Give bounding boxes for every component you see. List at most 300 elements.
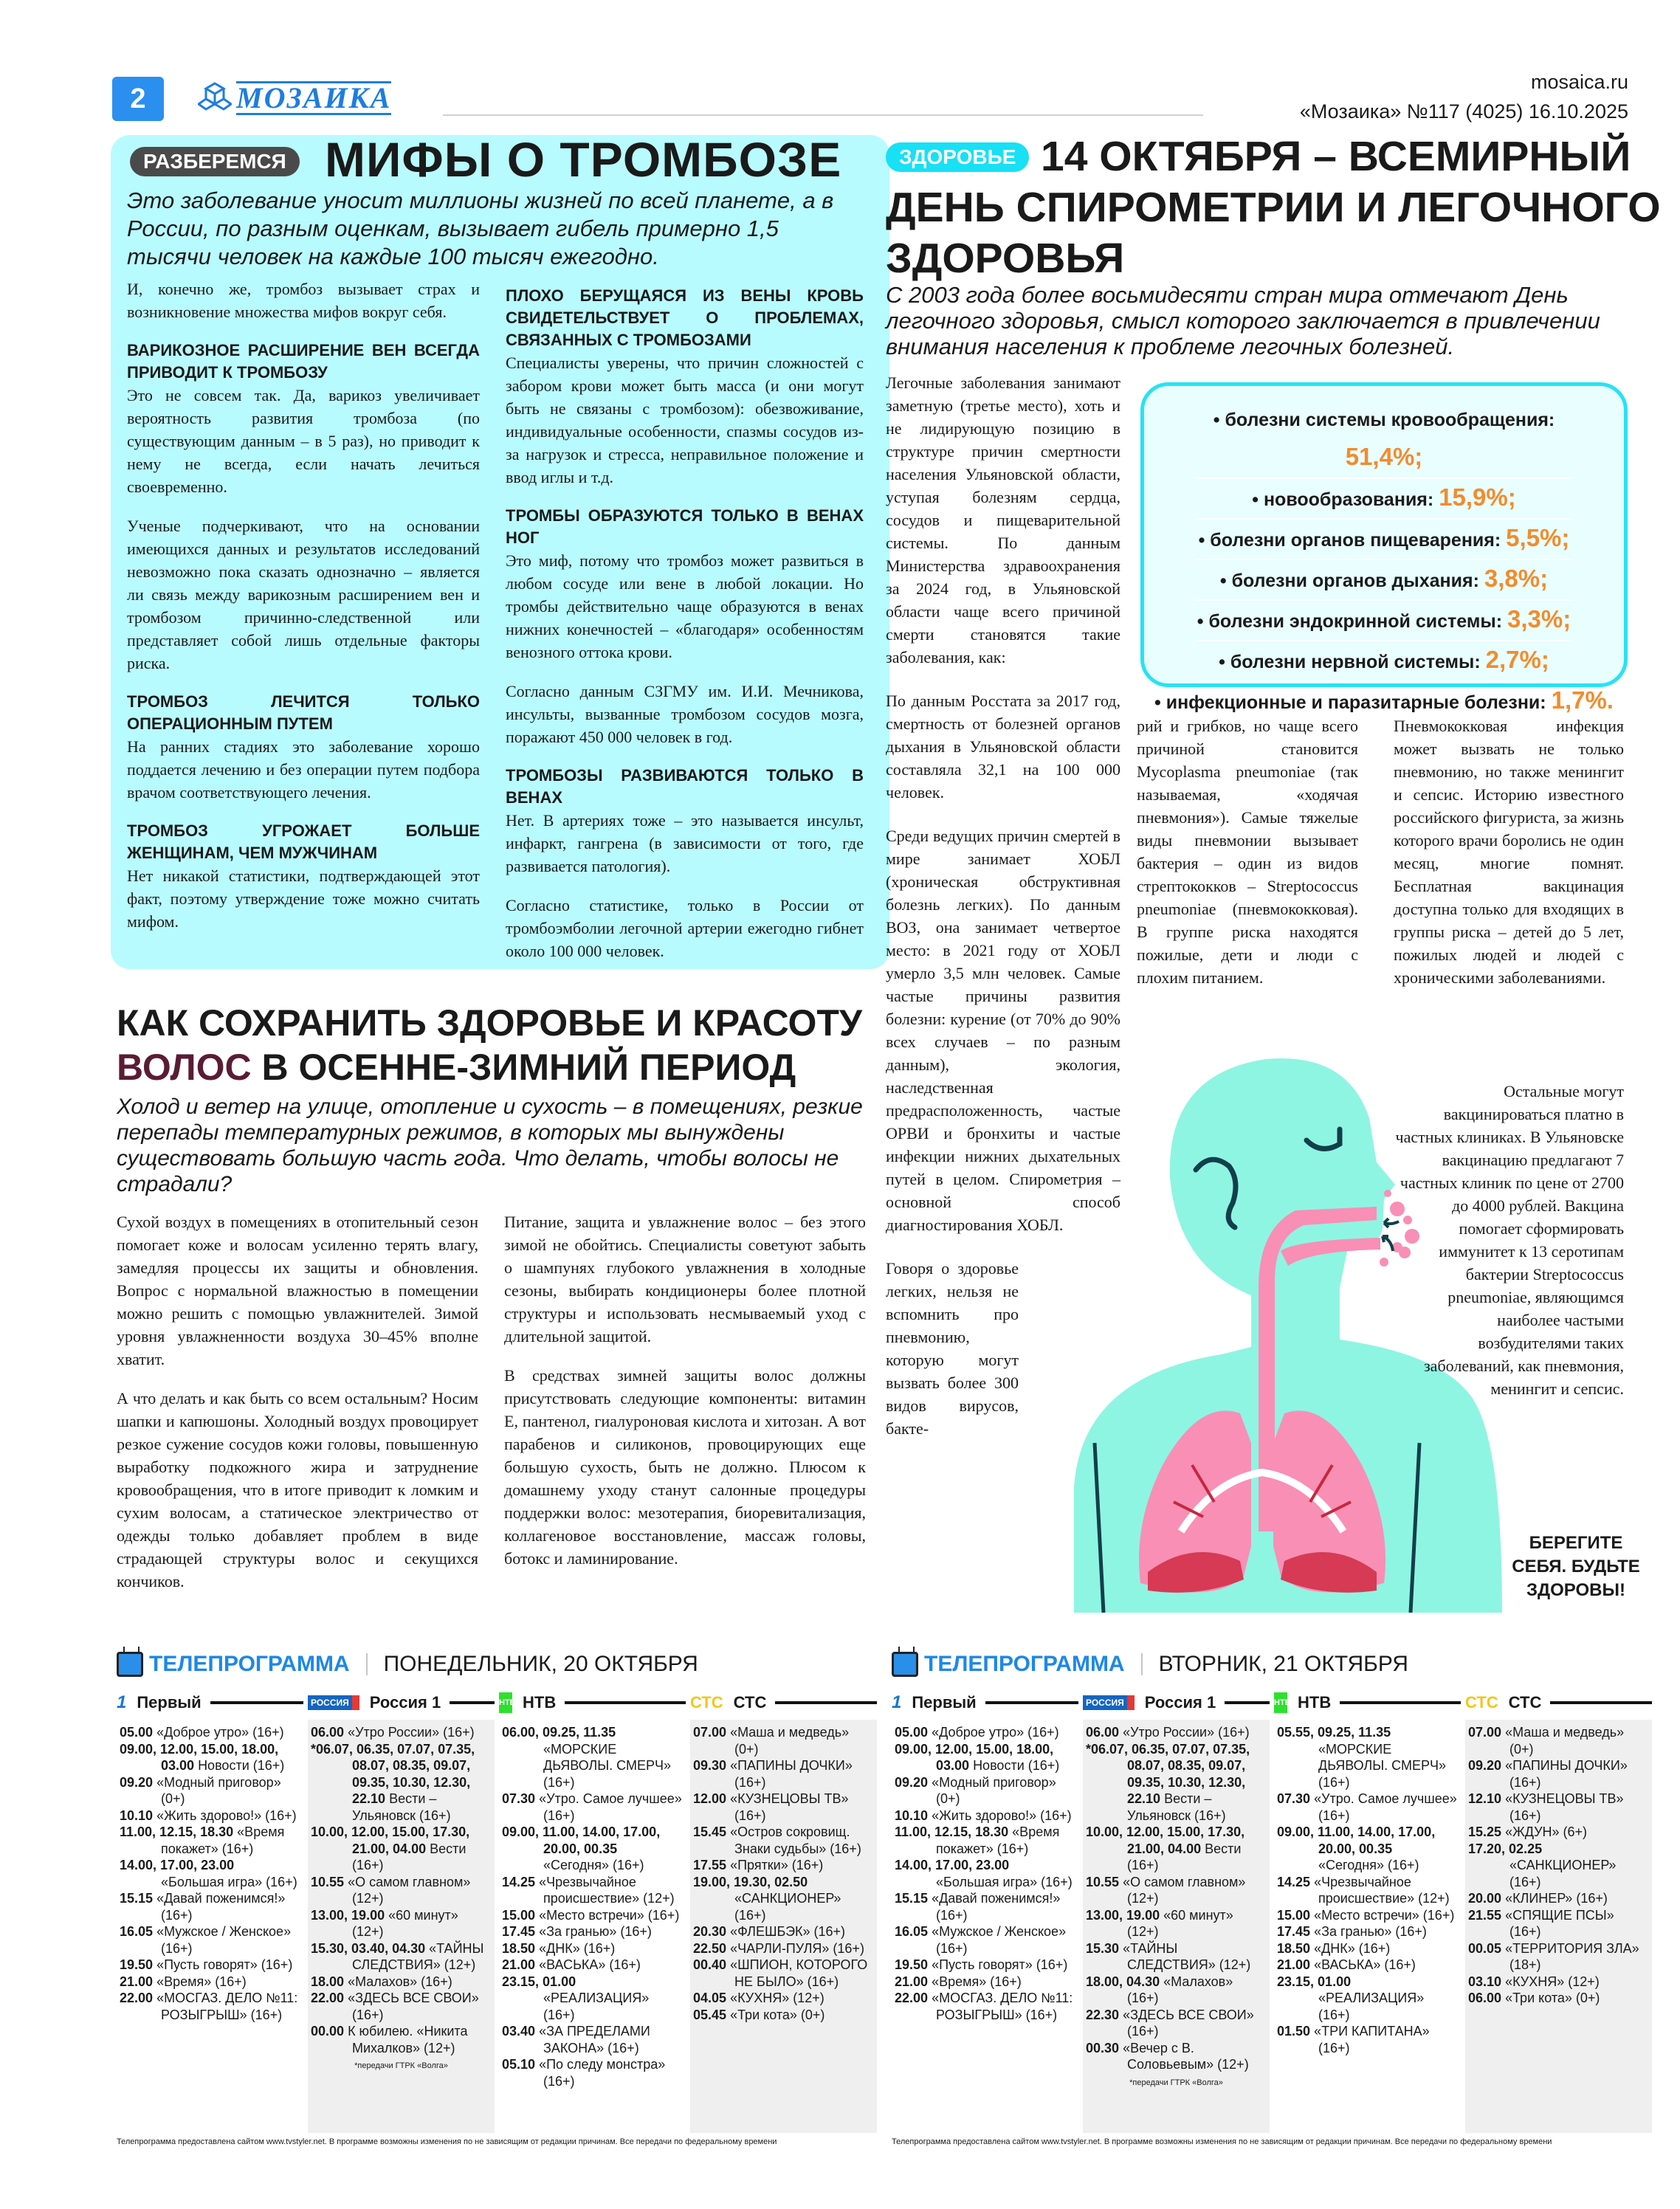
program-title: «КУЗНЕЦОВЫ ТВ» (16+)	[730, 1791, 849, 1823]
program-title: «Модный приговор» (0+)	[932, 1774, 1056, 1806]
program-item[interactable]	[311, 1874, 492, 1907]
paragraph: Нет никакой статистики, подтверждающей этот факт, поэтому утверждение тоже можно считать мифом.	[127, 866, 480, 931]
program-time: 10.00, 12.00, 15.00, 17.30, 21.00, 04.00	[1086, 1824, 1245, 1856]
program-title: «Пусть говорят» (16+)	[932, 1957, 1068, 1972]
sts-logo-icon: СТС	[690, 1693, 723, 1712]
program-time: 15.25	[1468, 1824, 1502, 1839]
stat-value: 5,5%;	[1506, 524, 1570, 551]
program-item[interactable]	[311, 1907, 492, 1940]
article-lead: Холод и ветер на улице, отопление и сухость – в помещениях, резкие перепады температурных режимов, в которых мы вынуждены существовать большую часть года. Что делать, чтобы волосы не страдали?	[117, 1095, 863, 1196]
paragraph: Остальные могут вакцинироваться платно в частных клиниках. В Ульяновске вакцинацию предлагают 7 частных клиник по цене от 2700 до 4000 рублей. Вакцина помогает сформировать иммунитет к 13 серотипам бактерии Streptococcus pneumoniae, являющимся наиболее частыми возбудителями таких заболеваний, как пневмония, менингит и сепсис.	[1395, 1082, 1624, 1398]
program-time: *06.07, 06.35, 07.07, 07.35, 08.07, 08.35, 09.07, 09.35, 10.30, 12.30, 22.10	[311, 1741, 475, 1806]
program-title: «Три кота» (0+)	[730, 2007, 825, 2022]
program-item[interactable]	[502, 2023, 683, 2056]
program-title: «КУХНЯ» (12+)	[1505, 1974, 1600, 1989]
russia1-logo-icon: РОССИЯ	[1083, 1695, 1135, 1710]
program-title: «Маша и медведь» (0+)	[1505, 1725, 1625, 1757]
program-item[interactable]	[502, 1724, 683, 1791]
program-title: «Время» (16+)	[156, 1974, 247, 1989]
article-title	[117, 1001, 892, 1089]
tv-day: ПОНЕДЕЛЬНИК, 20 ОКТЯБРЯ	[383, 1652, 698, 1676]
ntv-logo-icon: НТВ	[499, 1692, 512, 1713]
tv-channel-column	[308, 1686, 495, 2133]
program-item[interactable]	[895, 1774, 1075, 1807]
paragraph: Это миф, потому что тромбоз может развиться в любом сосуде или вене в любой локации. Но тромбы действительно чаще образуются в венах нижних конечностей – «благодаря» особенностям венозного оттока крови.	[506, 551, 864, 661]
program-title: «О самом главном» (12+)	[1123, 1874, 1246, 1906]
rule	[985, 1701, 1078, 1704]
program-time: 17.20, 02.25	[1468, 1841, 1543, 1856]
program-item[interactable]	[1277, 1874, 1458, 1907]
program-item[interactable]	[693, 1791, 874, 1824]
program-time: 13.00, 19.00	[311, 1907, 385, 1923]
tv-channel-column	[1465, 1686, 1652, 2133]
program-title: «Доброе утро» (16+)	[932, 1725, 1059, 1740]
program-time: 04.05	[693, 1991, 727, 2005]
program-item[interactable]	[1277, 1824, 1458, 1874]
program-item[interactable]	[120, 1857, 300, 1890]
logo-text: МОЗАИКА	[236, 81, 392, 114]
program-time: 00.05	[1468, 1940, 1502, 1956]
article-lead: С 2003 года более восьмидесяти стран мира отмечают День легочного здоровья, смысл которого заключается в привлечении внимания населения к проблеме легочных болезней.	[886, 282, 1600, 359]
article-lead: Это заболевание уносит миллионы жизней по всей планете, а в России, по разным оценкам, вызывает гибель примерно 1,5 тысячи человек на каждые 100 тысяч ежегодно.	[127, 187, 834, 269]
program-item[interactable]	[693, 1857, 874, 1874]
program-item[interactable]	[502, 1974, 683, 2024]
paragraph: Это не совсем так. Да, варикоз увеличивает вероятность развития тромбоза (по существующим данным – в 5 раз), но приводит к нему не всегда, если начать лечиться своевременно.	[127, 386, 480, 496]
program-time: 06.00	[1086, 1725, 1120, 1740]
site-url[interactable]: mosaica.ru	[1530, 71, 1628, 93]
program-title: «ТАЙНЫ СЛЕДСТВИЯ» (12+)	[352, 1940, 484, 1972]
stat-label: • болезни нервной системы:	[1219, 652, 1481, 672]
paragraph: Ученые подчеркивают, что на основании имеющихся данных и результатов исследований невозможно пока сказать однозначно – является ли связь между варикозным расширением вен и тромбозом причинно-следственной или представляет собой лишь отдельные факторы риска.	[127, 517, 480, 672]
rubric-tag: ЗДОРОВЬЕ	[886, 142, 1029, 172]
tv-icon	[117, 1652, 143, 1677]
tv-channel-column	[690, 1686, 877, 2133]
program-item[interactable]	[693, 1923, 874, 1940]
program-title: «ЖДУН» (6+)	[1505, 1824, 1588, 1839]
program-time: 09.00, 12.00, 15.00, 18.00, 03.00	[895, 1741, 1054, 1773]
stat-label: • инфекционные и паразитарные болезни:	[1154, 692, 1546, 713]
program-time: 15.00	[1277, 1907, 1311, 1923]
closing-slogan: БЕРЕГИТЕ СЕБЯ. БУДЬТЕ ЗДОРОВЫ!	[1512, 1533, 1640, 1600]
article-title: 14 ОКТЯБРЯ – ВСЕМИРНЫЙ ДЕНЬ СПИРОМЕТРИИ И ЛЕГОЧНОГО ЗДОРОВЬЯ	[886, 133, 1661, 282]
program-title: «Мужское / Женское» (16+)	[156, 1924, 292, 1956]
program-list	[1274, 1720, 1461, 2133]
program-title: «Сегодня» (16+)	[543, 1858, 644, 1872]
issue-info: «Мозаика» №117 (4025) 16.10.2025	[1299, 100, 1628, 123]
channel-name: НТВ	[1298, 1693, 1332, 1712]
program-item[interactable]	[502, 1824, 683, 1874]
program-time: 09.00, 12.00, 15.00, 18.00, 03.00	[120, 1741, 279, 1773]
title-part: В ОСЕННЕ-ЗИМНИЙ ПЕРИОД	[251, 1047, 796, 1088]
program-item[interactable]	[311, 1990, 492, 2023]
program-time: 15.30, 03.40, 04.30	[311, 1940, 426, 1956]
program-time: 09.00, 11.00, 14.00, 17.00, 20.00, 00.35	[502, 1824, 661, 1856]
stat-row	[1196, 601, 1572, 641]
tv-icon	[892, 1652, 918, 1677]
program-item[interactable]	[1277, 2023, 1458, 2056]
program-item[interactable]	[1086, 1907, 1267, 1940]
article-column	[117, 1210, 478, 1609]
program-title: «ТАЙНЫ СЛЕДСТВИЯ» (12+)	[1123, 1940, 1251, 1972]
program-time: 11.00, 12.15, 18.30	[895, 1824, 1009, 1839]
newspaper-logo[interactable]	[198, 80, 391, 117]
program-time: 18.00	[311, 1974, 345, 1989]
program-title: «Чрезвычайное происшествие» (12+)	[1314, 1874, 1450, 1906]
tv-brand: ТЕЛЕПРОГРАММА	[924, 1652, 1125, 1676]
program-item[interactable]	[311, 2023, 492, 2056]
program-time: 17.55	[693, 1858, 727, 1872]
program-item[interactable]	[1277, 1974, 1458, 2024]
program-list	[892, 1720, 1078, 2133]
title-accent: ВОЛОС	[117, 1047, 252, 1088]
paragraph: Легочные заболевания занимают заметную (третье место), хоть и не лидирующую позицию в структуре причин смертности населения Ульяновской области, уступая болезням сердца, сосудов и пищеварительной системы. По данным Министерства здравоохранения за 2024 год, в Ульяновской области чаще всего причиной смерти становятся такие заболевания, как:	[886, 373, 1120, 666]
paragraph: рий и грибков, но чаще всего причиной становится Mycoplasma pneumoniae (так называемая, «ходячая пневмония»). Самые тяжелые виды пневмонии вызывает бактерия – один из видов стрептококков – Streptococcus pneumoniae (пневмококковая). В группе риска находятся пожилые, дети и люди с плохим питанием.	[1137, 717, 1358, 987]
divider	[366, 1653, 368, 1675]
stat-row	[1196, 402, 1572, 479]
channel-name: Первый	[912, 1693, 977, 1712]
tv-channel-column	[117, 1686, 303, 2133]
program-item[interactable]	[895, 1724, 1075, 1741]
program-item[interactable]	[1277, 1907, 1458, 1924]
paragraph: Сухой воздух в помещениях в отопительный сезон помогает коже и волосам усиленно терять влагу, замедляя процессы их защиты и обновления. Вопрос с нормальной влажностью в помещении можно решить с помощью увлажнителей. Зимой уровня увлажненности воздуха 30–45% вполне хватит.	[117, 1213, 478, 1368]
program-time: 18.00, 04.30	[1086, 1974, 1160, 1989]
channel-header[interactable]	[308, 1686, 495, 1720]
program-title: «Доброе утро» (16+)	[156, 1725, 284, 1740]
divider	[1141, 1653, 1143, 1675]
program-item[interactable]	[895, 1923, 1075, 1957]
program-time: 03.40	[502, 2024, 536, 2039]
program-time: 15.45	[693, 1824, 727, 1839]
paragraph: На ранних стадиях это заболевание хорошо поддается лечению и без операции путем подбора врачом соответствующего лечения.	[127, 737, 480, 802]
program-item[interactable]	[1468, 1974, 1649, 1991]
program-title: Вести (16+)	[1127, 1841, 1242, 1872]
program-title: «Время покажет» (16+)	[936, 1824, 1060, 1856]
myth-heading: ТРОМБОЗЫ РАЗВИВАЮТСЯ ТОЛЬКО В ВЕНАХ	[506, 766, 864, 807]
stat-row	[1196, 479, 1572, 520]
program-item[interactable]	[1277, 1724, 1458, 1791]
program-time: 09.30	[693, 1758, 727, 1773]
program-time: 05.00	[120, 1725, 154, 1740]
program-item[interactable]	[895, 1807, 1075, 1824]
program-item[interactable]	[1086, 1874, 1267, 1907]
program-time: 21.00	[895, 1974, 929, 1989]
rule	[1340, 1701, 1461, 1704]
program-item[interactable]	[693, 1824, 874, 1857]
program-item[interactable]	[120, 1774, 300, 1807]
page-number-badge: 2	[112, 77, 164, 121]
program-time: 17.45	[1277, 1924, 1311, 1939]
program-time: 10.00, 12.00, 15.00, 17.30, 21.00, 04.00	[311, 1824, 470, 1856]
program-title: «Время покажет» (16+)	[161, 1824, 285, 1856]
program-title: «ЗДЕСЬ ВСЕ СВОИ» (16+)	[348, 1991, 479, 2022]
program-time: 07.30	[1277, 1791, 1311, 1806]
program-item[interactable]	[1468, 1940, 1649, 1974]
program-item[interactable]	[120, 1890, 300, 1923]
program-title: «РЕАЛИЗАЦИЯ» (16+)	[1318, 1991, 1425, 2022]
program-title: «Утро. Самое лучшее» (16+)	[539, 1791, 682, 1823]
program-title: «ШПИОН, КОТОРОГО НЕ БЫЛО» (16+)	[730, 1957, 868, 1989]
paragraph: Специалисты уверены, что причин сложностей с забором крови может быть масса (и они могут быть не связаны с тромбозом): обезвоживание, индивидуальные особенности, спазмы сосудов из-за нагрузок и стресса, неправильное положение и ввод иглы и т.д.	[506, 354, 864, 486]
program-item[interactable]	[895, 1824, 1075, 1857]
program-title: «Маша и медведь» (0+)	[730, 1725, 850, 1757]
program-item[interactable]	[120, 1807, 300, 1824]
channel-one-logo-icon: 1	[117, 1692, 127, 1712]
channel-header[interactable]	[499, 1686, 686, 1720]
program-item[interactable]	[1086, 1940, 1267, 1974]
program-title: «ПАПИНЫ ДОЧКИ» (16+)	[1505, 1758, 1628, 1790]
program-item[interactable]	[502, 1923, 683, 1940]
program-time: 07.30	[502, 1791, 536, 1806]
program-item[interactable]	[120, 1974, 300, 1991]
program-item[interactable]	[693, 1874, 874, 1924]
program-item[interactable]	[693, 1940, 874, 1957]
program-item[interactable]	[502, 1957, 683, 1974]
program-time: 09.00, 11.00, 14.00, 17.00, 20.00, 00.35	[1277, 1824, 1436, 1856]
paragraph: А что делать и как быть со всем остальным? Носим шапки и капюшоны. Холодный воздух провоцирует резкое сужение сосудов кожи головы, повышенную выработку подкожного жира и затруднение кровообращения, что в итоге приводит к ломким и сухим волосам, а статическое электричество от одежды только добавляет проблем в виде страдающей структуры волос и секущихся кончиков.	[117, 1389, 478, 1591]
program-title: «ПАПИНЫ ДОЧКИ» (16+)	[730, 1758, 853, 1790]
program-time: 14.25	[502, 1874, 536, 1889]
program-title: «ЗА ПРЕДЕЛАМИ ЗАКОНА» (16+)	[539, 2024, 650, 2055]
program-item[interactable]	[311, 1940, 492, 1974]
article-column	[1394, 714, 1624, 1010]
article-column	[504, 1210, 866, 1586]
program-time: 21.00	[502, 1957, 536, 1972]
program-item[interactable]	[311, 1824, 492, 1874]
program-item[interactable]	[502, 1874, 683, 1907]
program-item[interactable]	[120, 1990, 300, 2023]
program-time: 23.15, 01.00	[502, 1974, 576, 1989]
program-time: 09.20	[120, 1774, 154, 1790]
program-item[interactable]	[120, 1957, 300, 1974]
program-time: 05.00	[895, 1725, 929, 1740]
program-item[interactable]	[1086, 1824, 1267, 1874]
russia1-logo-icon: РОССИЯ	[308, 1695, 359, 1710]
rule	[210, 1701, 303, 1704]
article-column	[1137, 714, 1358, 1010]
paragraph: Согласно данным СЗГМУ им. И.И. Мечникова, инсульты, вызванные тромбозом сосудов мозга, поражают 450 000 человек в год.	[506, 682, 864, 746]
program-item[interactable]	[1468, 1841, 1649, 1891]
program-item[interactable]	[1277, 1923, 1458, 1940]
program-item[interactable]	[1086, 2007, 1267, 2040]
program-item[interactable]	[895, 1741, 1075, 1774]
program-title: Вести – Ульяновск (16+)	[1127, 1791, 1226, 1823]
myth-heading: ТРОМБЫ ОБРАЗУЮТСЯ ТОЛЬКО В ВЕНАХ НОГ	[506, 506, 864, 547]
program-time: 16.05	[895, 1924, 929, 1939]
program-item[interactable]	[502, 1940, 683, 1957]
program-time: 10.55	[311, 1874, 345, 1889]
paragraph: Пневмококковая инфекция может вызвать не только пневмонию, но также менингит и сепсис. Историю известного российского фигуриста, за жизнь которого врачи боролись не один месяц, многие помнят. Бесплатная вакцинация доступна только для входящих в группы риска – детей до 5 лет, пожилых людей и людей с хроническими заболеваниями.	[1394, 717, 1624, 987]
program-title: К юбилею. «Никита Михалков» (12+)	[348, 2024, 468, 2055]
program-time: 10.10	[895, 1807, 929, 1823]
program-time: 12.10	[1468, 1791, 1502, 1806]
program-item[interactable]	[693, 1757, 874, 1791]
program-item[interactable]	[895, 1990, 1075, 2023]
program-item[interactable]	[1468, 1907, 1649, 1940]
program-list	[117, 1720, 303, 2133]
program-item[interactable]	[895, 1857, 1075, 1890]
program-title: Вести (16+)	[352, 1841, 467, 1872]
channel-header[interactable]	[1465, 1686, 1652, 1720]
program-title: «Давай поженимся!» (16+)	[932, 1891, 1061, 1923]
program-time: 21.00	[1277, 1957, 1311, 1972]
program-item[interactable]	[895, 1974, 1075, 1991]
program-title: «60 минут» (12+)	[352, 1907, 458, 1939]
program-item[interactable]	[502, 1907, 683, 1924]
tv-brand: ТЕЛЕПРОГРАММА	[149, 1652, 350, 1676]
rule	[450, 1701, 495, 1704]
program-item[interactable]	[1277, 1957, 1458, 1974]
program-title: «ТЕРРИТОРИЯ ЗЛА» (18+)	[1505, 1940, 1639, 1972]
program-item[interactable]	[1468, 1724, 1649, 1757]
stat-label: • болезни органов дыхания:	[1219, 571, 1479, 591]
program-time: 22.50	[693, 1940, 727, 1956]
program-item[interactable]	[1468, 1824, 1649, 1841]
program-title: «КУХНЯ» (12+)	[730, 1991, 824, 2005]
program-item[interactable]	[693, 1724, 874, 1757]
program-item[interactable]	[693, 1990, 874, 2007]
channel-header[interactable]	[892, 1686, 1078, 1720]
program-time: 21.55	[1468, 1907, 1502, 1923]
program-time: 00.00	[311, 2024, 345, 2039]
program-item[interactable]	[1086, 1974, 1267, 2007]
tv-channel-column	[1274, 1686, 1461, 2133]
header-divider	[443, 114, 1203, 116]
program-item[interactable]	[1277, 1940, 1458, 1957]
program-item[interactable]	[502, 1791, 683, 1824]
program-time: 13.00, 19.00	[1086, 1907, 1160, 1923]
tv-header	[892, 1647, 1652, 1681]
program-title: «Вечер с В. Соловьевым» (12+)	[1123, 2040, 1249, 2072]
program-time: 19.50	[120, 1957, 154, 1972]
program-item[interactable]	[1086, 1741, 1267, 1824]
program-time: 05.45	[693, 2007, 727, 2022]
program-title: «Утро России» (16+)	[348, 1725, 475, 1740]
program-item[interactable]	[1277, 1791, 1458, 1824]
program-time: 23.15, 01.00	[1277, 1974, 1352, 1989]
article-column	[506, 285, 864, 979]
program-item[interactable]	[895, 1957, 1075, 1974]
program-time: 22.00	[311, 1991, 345, 2005]
program-title: «Утро России» (16+)	[1123, 1725, 1250, 1740]
program-item[interactable]	[1468, 1890, 1649, 1907]
program-title: «МОРСКИЕ ДЬЯВОЛЫ. СМЕРЧ» (16+)	[543, 1741, 671, 1790]
program-title: «ЗДЕСЬ ВСЕ СВОИ» (16+)	[1123, 2007, 1254, 2039]
program-title: «Место встречи» (16+)	[1314, 1907, 1455, 1923]
program-item[interactable]	[1086, 1724, 1267, 1741]
program-title: «Место встречи» (16+)	[539, 1907, 680, 1923]
program-item[interactable]	[1468, 1791, 1649, 1824]
program-item[interactable]	[895, 1890, 1075, 1923]
paragraph: Нет. В артериях тоже – это называется инсульт, инфаркт, гангрена (в зависимости от того, где развивается патология).	[506, 811, 864, 875]
program-time: 06.00, 09.25, 11.35	[502, 1725, 616, 1740]
program-title: «Большая игра» (16+)	[936, 1874, 1073, 1889]
channel-header[interactable]	[1274, 1686, 1461, 1720]
program-item[interactable]	[693, 1957, 874, 1990]
channel-name: Первый	[137, 1693, 202, 1712]
program-title: «60 минут» (12+)	[1127, 1907, 1233, 1939]
channel-name: Россия 1	[369, 1693, 441, 1712]
program-item[interactable]	[120, 1824, 300, 1857]
program-time: 16.05	[120, 1924, 154, 1939]
program-title: «За гранью» (16+)	[1314, 1924, 1427, 1939]
rule	[1550, 1701, 1652, 1704]
channel-name: СТС	[733, 1693, 767, 1712]
program-time: 14.25	[1277, 1874, 1311, 1889]
stat-value: 3,8%;	[1484, 565, 1549, 592]
program-time: 22.30	[1086, 2007, 1120, 2022]
stat-label: • болезни органов пищеварения:	[1198, 530, 1501, 551]
rule	[565, 1701, 686, 1704]
program-title: «Малахов» (16+)	[348, 1974, 452, 1989]
program-title: Вести – Ульяновск (16+)	[352, 1791, 451, 1823]
channel-header[interactable]	[690, 1686, 877, 1720]
program-item[interactable]	[120, 1724, 300, 1741]
program-time: 18.50	[1277, 1940, 1311, 1956]
program-title: «Остров сокровищ. Знаки судьбы» (16+)	[730, 1824, 861, 1856]
tv-channel-column	[1083, 1686, 1270, 2133]
tv-footer-note: Телепрограмма предоставлена сайтом www.tvstyler.net. В программе возможны изменения по не зависящим от редакции причинам. Все передачи по федеральному времени	[892, 2137, 1552, 2146]
program-time: 19.00, 19.30, 02.50	[693, 1874, 808, 1889]
program-item[interactable]	[120, 1923, 300, 1957]
program-title: «САНКЦИОНЕР» (16+)	[1509, 1858, 1617, 1889]
myth-heading: ВАРИКОЗНОЕ РАСШИРЕНИЕ ВЕН ВСЕГДА ПРИВОДИТ К ТРОМБОЗУ	[127, 341, 480, 382]
program-title: «ДНК» (16+)	[1314, 1940, 1391, 1956]
program-item[interactable]	[1468, 1990, 1649, 2007]
program-item[interactable]	[311, 1974, 492, 1991]
program-list	[1083, 1720, 1270, 2133]
channel-header[interactable]	[1083, 1686, 1270, 1720]
stat-row	[1196, 560, 1572, 601]
paragraph: Согласно статистике, только в России от тромбоэмболии легочной артерии ежегодно гибнет около 100 000 человек.	[506, 896, 864, 960]
program-item[interactable]	[120, 1741, 300, 1774]
program-time: 06.00	[311, 1725, 345, 1740]
tv-schedule-tuesday	[892, 1647, 1652, 2146]
program-time: 20.00	[1468, 1891, 1502, 1906]
program-item[interactable]	[311, 1741, 492, 1824]
program-title: «Время» (16+)	[932, 1974, 1022, 1989]
program-time: 14.00, 17.00, 23.00	[120, 1858, 235, 1872]
program-title: «МОРСКИЕ ДЬЯВОЛЫ. СМЕРЧ» (16+)	[1318, 1741, 1446, 1790]
program-title: «СПЯЩИЕ ПСЫ» (16+)	[1505, 1907, 1614, 1939]
program-time: 09.20	[895, 1774, 929, 1790]
program-time: 22.00	[895, 1991, 929, 2005]
program-time: 03.10	[1468, 1974, 1502, 1989]
paragraph: По данным Росстата за 2017 год, смертность от болезней органов дыхания в Ульяновской области составляла 32,1 на 100 000 человек.	[886, 692, 1120, 802]
rubric-tag: РАЗБЕРЕМСЯ	[130, 147, 300, 176]
stat-value: 1,7%.	[1551, 686, 1614, 714]
channel-header[interactable]	[117, 1686, 303, 1720]
program-item[interactable]	[311, 1724, 492, 1741]
program-title: «За гранью» (16+)	[539, 1924, 652, 1939]
program-time: 10.10	[120, 1807, 154, 1823]
program-item[interactable]	[1086, 2040, 1267, 2073]
program-item[interactable]	[1468, 1757, 1649, 1791]
tv-footer-note: Телепрограмма предоставлена сайтом www.tvstyler.net. В программе возможны изменения по не зависящим от редакции причинам. Все передачи по федеральному времени	[117, 2137, 777, 2146]
myth-heading: ПЛОХО БЕРУЩАЯСЯ ИЗ ВЕНЫ КРОВЬ СВИДЕТЕЛЬСТВУЕТ О ПРОБЛЕМАХ, СВЯЗАННЫХ С ТРОМБОЗАМИ	[506, 286, 864, 349]
cubes-logo-icon	[198, 81, 232, 115]
program-time: 20.30	[693, 1924, 727, 1939]
program-title: «Три кота» (0+)	[1505, 1991, 1600, 2005]
rule	[775, 1701, 877, 1704]
program-time: 19.50	[895, 1957, 929, 1972]
program-time: 17.45	[502, 1924, 536, 1939]
program-item[interactable]	[693, 2007, 874, 2024]
stat-value: 2,7%;	[1485, 646, 1549, 673]
program-time: *06.07, 06.35, 07.07, 07.35, 08.07, 08.35, 09.07, 09.35, 10.30, 12.30, 22.10	[1086, 1741, 1250, 1806]
program-title: «Мужское / Женское» (16+)	[932, 1924, 1067, 1956]
program-title: «ВАСЬКА» (16+)	[539, 1957, 641, 1972]
program-item[interactable]	[502, 2056, 683, 2089]
